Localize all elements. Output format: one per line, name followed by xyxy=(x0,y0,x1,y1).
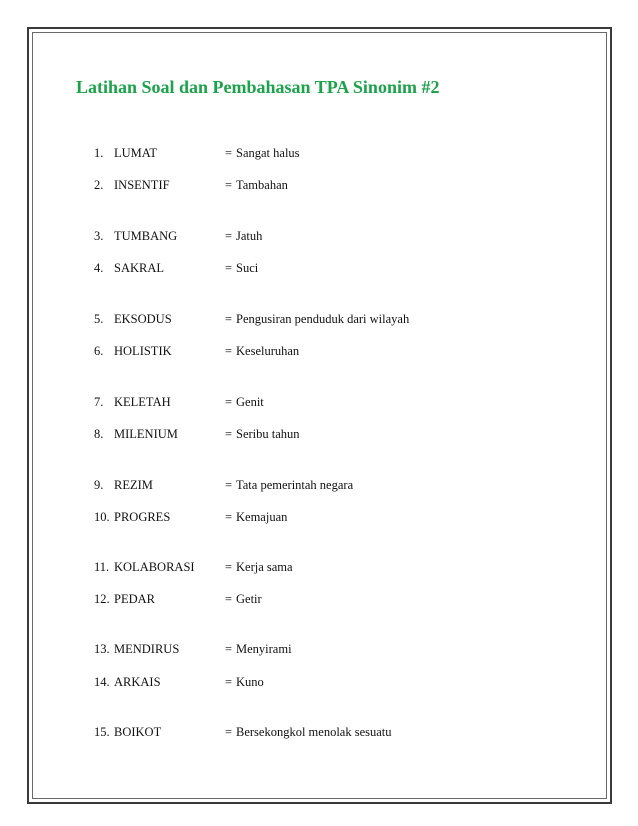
equals-sign: = xyxy=(225,725,233,739)
list-item xyxy=(0,590,638,608)
equals-sign: = xyxy=(225,427,233,441)
item-word: ARKAIS xyxy=(114,675,161,689)
equals-sign: = xyxy=(225,344,233,358)
list-item xyxy=(0,227,638,245)
item-number: 8. xyxy=(94,427,104,441)
equals-sign: = xyxy=(225,592,233,606)
item-word: SAKRAL xyxy=(114,261,165,275)
equals-sign: = xyxy=(225,395,233,409)
item-meaning: Pengusiran penduduk dari wilayah xyxy=(236,312,410,326)
item-word: PROGRES xyxy=(114,510,171,524)
item-word: INSENTIF xyxy=(114,178,170,192)
item-number: 12. xyxy=(94,592,110,606)
item-word: KELETAH xyxy=(114,395,171,409)
list-item xyxy=(0,723,638,741)
list-item xyxy=(0,476,638,494)
list-item xyxy=(0,393,638,411)
list-item xyxy=(0,558,638,576)
item-meaning: Getir xyxy=(236,592,262,606)
equals-sign: = xyxy=(225,478,233,492)
item-meaning: Genit xyxy=(236,395,264,409)
equals-sign: = xyxy=(225,642,233,656)
item-word: MILENIUM xyxy=(114,427,178,441)
item-number: 2. xyxy=(94,178,104,192)
item-number: 7. xyxy=(94,395,104,409)
item-number: 9. xyxy=(94,478,104,492)
list-item xyxy=(0,144,638,162)
list-item xyxy=(0,640,638,658)
item-meaning: Kerja sama xyxy=(236,560,293,574)
equals-sign: = xyxy=(225,146,233,160)
item-word: EKSODUS xyxy=(114,312,172,326)
item-meaning: Bersekongkol menolak sesuatu xyxy=(236,725,392,739)
item-meaning: Sangat halus xyxy=(236,146,300,160)
item-number: 5. xyxy=(94,312,104,326)
equals-sign: = xyxy=(225,261,233,275)
item-word: BOIKOT xyxy=(114,725,162,739)
item-word: TUMBANG xyxy=(114,229,178,243)
item-number: 13. xyxy=(94,642,110,656)
equals-sign: = xyxy=(225,510,233,524)
equals-sign: = xyxy=(225,229,233,243)
equals-sign: = xyxy=(225,675,233,689)
item-meaning: Jatuh xyxy=(236,229,263,243)
item-word: LUMAT xyxy=(114,146,158,160)
item-number: 6. xyxy=(94,344,104,358)
item-word: MENDIRUS xyxy=(114,642,180,656)
item-word: PEDAR xyxy=(114,592,155,606)
item-word: KOLABORASI xyxy=(114,560,195,574)
page-title: Latihan Soal dan Pembahasan TPA Sinonim #2 xyxy=(76,77,440,97)
item-number: 15. xyxy=(94,725,110,739)
list-item xyxy=(0,259,638,277)
list-item xyxy=(0,342,638,360)
item-word: REZIM xyxy=(114,478,153,492)
item-number: 11. xyxy=(94,560,110,574)
item-number: 1. xyxy=(94,146,104,160)
equals-sign: = xyxy=(225,312,233,326)
item-meaning: Keseluruhan xyxy=(236,344,300,358)
list-item xyxy=(0,673,638,691)
item-number: 4. xyxy=(94,261,104,275)
list-item xyxy=(0,176,638,194)
item-meaning: Tata pemerintah negara xyxy=(236,478,354,492)
item-meaning: Kemajuan xyxy=(236,510,288,524)
item-number: 3. xyxy=(94,229,104,243)
item-meaning: Seribu tahun xyxy=(236,427,300,441)
item-number: 10. xyxy=(94,510,110,524)
item-meaning: Kuno xyxy=(236,675,264,689)
list-item xyxy=(0,425,638,443)
equals-sign: = xyxy=(225,560,233,574)
list-item xyxy=(0,310,638,328)
list-item xyxy=(0,508,638,526)
item-meaning: Menyirami xyxy=(236,642,292,656)
item-number: 14. xyxy=(94,675,110,689)
item-word: HOLISTIK xyxy=(114,344,172,358)
item-meaning: Tambahan xyxy=(236,178,288,192)
item-meaning: Suci xyxy=(236,261,259,275)
equals-sign: = xyxy=(225,178,233,192)
